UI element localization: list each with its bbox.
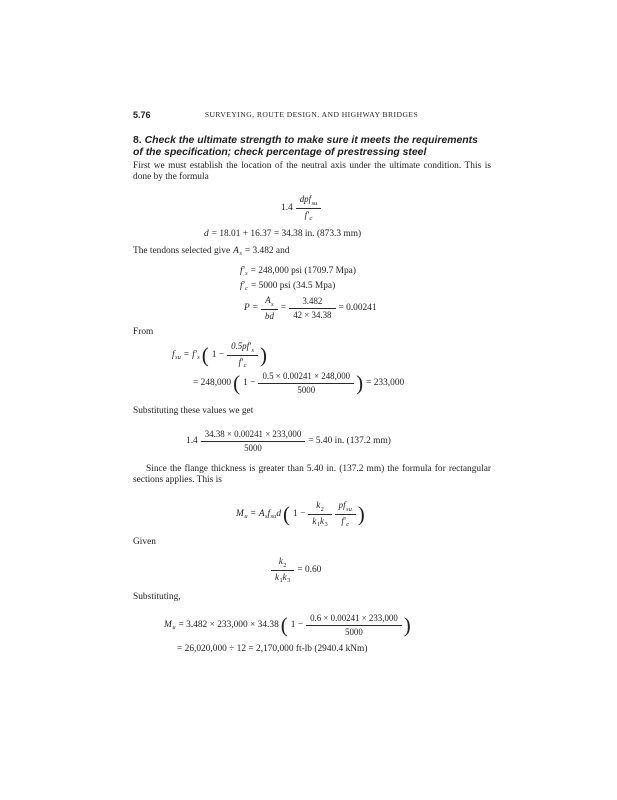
subscript: c xyxy=(346,521,350,529)
fraction-denominator: 5000 xyxy=(244,442,262,453)
variable: k xyxy=(278,556,283,567)
variable: f′ xyxy=(240,266,245,276)
section-heading xyxy=(133,135,485,160)
subscript: u xyxy=(172,624,176,632)
formula-k-ratio xyxy=(268,557,321,583)
close-paren: ) xyxy=(403,612,411,637)
fraction-denominator xyxy=(271,571,294,584)
variable: f xyxy=(172,350,175,360)
subscript: c xyxy=(309,215,313,223)
fraction-numerator: 0.5 × 0.00241 × 248,000 xyxy=(258,371,354,383)
given-label: Given xyxy=(133,537,156,547)
fraction xyxy=(271,556,294,583)
subscript: 2 xyxy=(283,561,287,569)
variable: A xyxy=(258,509,265,519)
coefficient: 1.4 xyxy=(186,436,198,446)
subscript: s xyxy=(251,346,255,354)
fraction-denominator xyxy=(335,515,356,528)
variable: f′ xyxy=(238,356,244,367)
substituting-values-label: Substituting these values we get xyxy=(133,406,254,416)
subscript: s xyxy=(239,250,242,258)
variable: k xyxy=(282,571,287,582)
variable: f′ xyxy=(341,515,346,526)
equation-result: = 0.60 xyxy=(297,565,322,575)
subscript: c xyxy=(245,285,248,293)
formula-depth-substituted xyxy=(186,428,391,454)
page-number: 5.76 xyxy=(133,110,151,120)
subscript: 1 xyxy=(279,577,283,585)
formula-fc xyxy=(240,281,335,291)
variable: A xyxy=(265,295,271,306)
equation-result: = 26,020,000 ÷ 12 = 2,170,000 ft-lb (2940.4 kNm) xyxy=(177,644,368,654)
fraction xyxy=(258,371,354,394)
text: The tendons selected give xyxy=(133,246,231,256)
flange-paragraph: Since the flange thickness is greater than 5.40 in. (137.2 mm) the formula for rectangular sections applies. This is xyxy=(133,464,491,486)
equals-sign: = xyxy=(280,303,287,313)
fraction-numerator xyxy=(308,500,331,514)
intro-paragraph: First we must establish the location of the neutral axis under the ultimate condition. This is done by the formula xyxy=(133,161,491,183)
text: = 3.482 and xyxy=(244,246,290,256)
section-number: 8. xyxy=(133,135,142,146)
fraction-denominator: 5000 xyxy=(297,384,316,395)
close-paren: ) xyxy=(357,501,365,526)
subscript: 3 xyxy=(287,577,291,585)
substituting-label: Substituting, xyxy=(133,592,181,602)
variable: f xyxy=(267,509,271,519)
subscript: u xyxy=(244,513,248,521)
expression-text: 1 − xyxy=(293,509,306,519)
open-paren: ( xyxy=(201,342,209,367)
equals-sign: = xyxy=(252,303,259,313)
equation-result: = 5.40 in. (137.2 mm) xyxy=(308,436,391,446)
equation-result: = 0.00241 xyxy=(338,303,377,313)
fraction-numerator: 0.6 × 0.00241 × 233,000 xyxy=(306,613,402,625)
equation-text: = 248,000 psi (1709.7 Mpa) xyxy=(250,266,356,276)
variable: k xyxy=(275,571,279,582)
fraction-numerator: 3.482 xyxy=(289,296,335,308)
expression-text: 1 − xyxy=(290,620,304,630)
fraction-numerator xyxy=(296,194,322,208)
fraction-numerator xyxy=(227,341,258,355)
equals-sign: = xyxy=(183,350,190,360)
variable: k xyxy=(320,515,324,526)
equation-text: = 5000 psi (34.5 Mpa) xyxy=(251,281,336,291)
subscript: s xyxy=(271,300,274,308)
fraction xyxy=(227,341,258,368)
subscript: 1 xyxy=(316,521,321,529)
subscript: s xyxy=(197,354,200,362)
variable: dpf xyxy=(299,194,312,205)
formula-steel-percentage xyxy=(244,295,377,321)
fraction-numerator xyxy=(271,556,294,570)
variable: k xyxy=(316,500,321,511)
running-head xyxy=(133,110,490,122)
equation-text: = 248,000 xyxy=(193,378,232,388)
fraction xyxy=(306,613,402,636)
subscript: 3 xyxy=(324,521,328,529)
formula-depth xyxy=(204,229,361,239)
formula-moment-result xyxy=(177,644,367,654)
equals-sign: = xyxy=(250,509,256,519)
variable: d xyxy=(204,229,209,239)
variable: d xyxy=(276,509,282,519)
formula-fs xyxy=(240,266,356,276)
variable: P xyxy=(244,303,250,313)
variable: M xyxy=(164,620,172,630)
close-paren: ) xyxy=(356,370,364,395)
expression-text: 1 − xyxy=(243,378,256,388)
open-paren: ( xyxy=(233,370,241,395)
subscript: s xyxy=(245,270,248,278)
from-label: From xyxy=(133,327,154,337)
expression-text: 1 − xyxy=(211,350,225,360)
fraction-denominator xyxy=(308,515,331,528)
tendons-line xyxy=(133,246,289,256)
equation-text: = 3.482 × 233,000 × 34.38 xyxy=(178,620,279,630)
variable: M xyxy=(236,509,244,519)
equation-text: = 18.01 + 16.37 = 34.38 in. (873.3 mm) xyxy=(211,229,362,239)
close-paren: ) xyxy=(260,342,268,367)
fraction-denominator: bd xyxy=(265,310,274,321)
variable: f′ xyxy=(304,209,310,220)
variable: f′ xyxy=(192,350,197,360)
subscript: su xyxy=(175,354,181,362)
fraction xyxy=(296,194,322,221)
open-paren: ( xyxy=(280,612,288,637)
variable: A xyxy=(233,246,239,256)
subscript: su xyxy=(311,199,318,207)
variable: f′ xyxy=(240,281,245,291)
section-title: Check the ultimate strength to make sure it meets the requirements of the specification; check percentage of prestressing steel xyxy=(133,135,478,159)
variable: k xyxy=(312,515,317,526)
fraction xyxy=(335,500,356,527)
formula-moment-definition xyxy=(236,499,365,529)
fraction-denominator xyxy=(227,356,258,369)
fraction xyxy=(201,429,306,452)
fraction-numerator xyxy=(261,295,278,309)
fraction-numerator: 34.38 × 0.00241 × 233,000 xyxy=(201,429,306,441)
fraction-denominator xyxy=(296,209,322,222)
fraction xyxy=(261,295,278,320)
running-title: SURVEYING, ROUTE DESIGN, AND HIGHWAY BRIDGES xyxy=(204,110,419,119)
fraction xyxy=(289,296,335,319)
formula-moment-substituted xyxy=(164,610,411,640)
open-paren: ( xyxy=(283,501,291,526)
fraction-denominator: 5000 xyxy=(345,626,363,637)
variable: pf xyxy=(338,500,346,511)
subscript: su xyxy=(270,513,277,521)
subscript: s xyxy=(265,513,268,521)
subscript: 2 xyxy=(320,505,324,513)
formula-fsu-definition xyxy=(172,341,267,369)
variable: 0.5pf′ xyxy=(231,341,252,352)
subscript: su xyxy=(346,505,352,513)
equation-result: = 233,000 xyxy=(366,378,405,388)
formula-fsu-substituted xyxy=(193,369,404,397)
formula-neutral-axis xyxy=(281,194,321,222)
coefficient: 1.4 xyxy=(281,203,293,213)
fraction xyxy=(308,500,331,527)
fraction-numerator xyxy=(335,500,356,514)
fraction-denominator: 42 × 34.38 xyxy=(293,309,332,320)
subscript: c xyxy=(243,362,247,370)
